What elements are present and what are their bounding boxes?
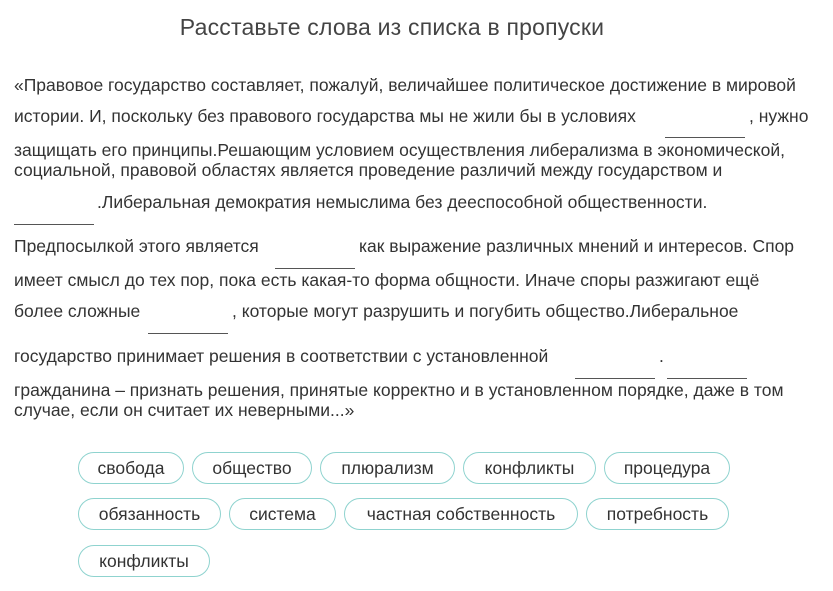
blank-2[interactable]: [14, 224, 94, 225]
task-title: Расставьте слова из списка в пропуски: [179, 14, 605, 40]
passage-line-2a: истории. И, поскольку без правового государства мы не жили бы в условиях: [14, 106, 636, 126]
passage-line-11: случае, если он считает их неверными...»: [14, 400, 355, 420]
word-chip[interactable]: плюрализм: [320, 452, 455, 484]
blank-1[interactable]: [665, 137, 745, 138]
passage-line-7: имеет смысл до тех пор, пока есть какая-то форма общности. Иначе споры разжигают ещё: [14, 270, 760, 290]
passage-line-9b: .: [659, 346, 664, 366]
passage-line-6b: как выражение различных мнений и интересов. Спор: [359, 236, 795, 256]
word-chip[interactable]: общество: [192, 452, 312, 484]
passage-line-10: гражданина – признать решения, принятые корректно и в установленном порядке, даже в том: [14, 380, 784, 400]
passage-line-4: социальной, правовой областях является проведение различий между государством и: [14, 160, 723, 180]
word-chip[interactable]: конфликты: [78, 545, 210, 577]
passage-line-5: .Либеральная демократия немыслима без дееспособной общественности.: [97, 192, 708, 212]
word-chip[interactable]: конфликты: [463, 452, 596, 484]
passage-line-1: «Правовое государство составляет, пожалуй, величайшее политическое достижение в мировой: [14, 75, 796, 95]
blank-4[interactable]: [148, 333, 228, 334]
word-chip[interactable]: свобода: [78, 452, 184, 484]
passage-line-3: защищать его принципы.Решающим условием осуществления либерализма в экономической,: [14, 140, 785, 160]
passage-line-2b: , нужно: [749, 106, 809, 126]
word-chip[interactable]: обязанность: [78, 498, 221, 530]
word-chip[interactable]: система: [229, 498, 336, 530]
word-chip[interactable]: частная собственность: [344, 498, 578, 530]
word-chip[interactable]: процедура: [604, 452, 730, 484]
passage-line-9a: государство принимает решения в соответствии с установленной: [14, 346, 549, 366]
word-chip[interactable]: потребность: [586, 498, 729, 530]
passage-line-8b: , которые могут разрушить и погубить общество.Либеральное: [232, 301, 739, 321]
passage-line-8a: более сложные: [14, 301, 141, 321]
passage-line-6a: Предпосылкой этого является: [14, 236, 259, 256]
